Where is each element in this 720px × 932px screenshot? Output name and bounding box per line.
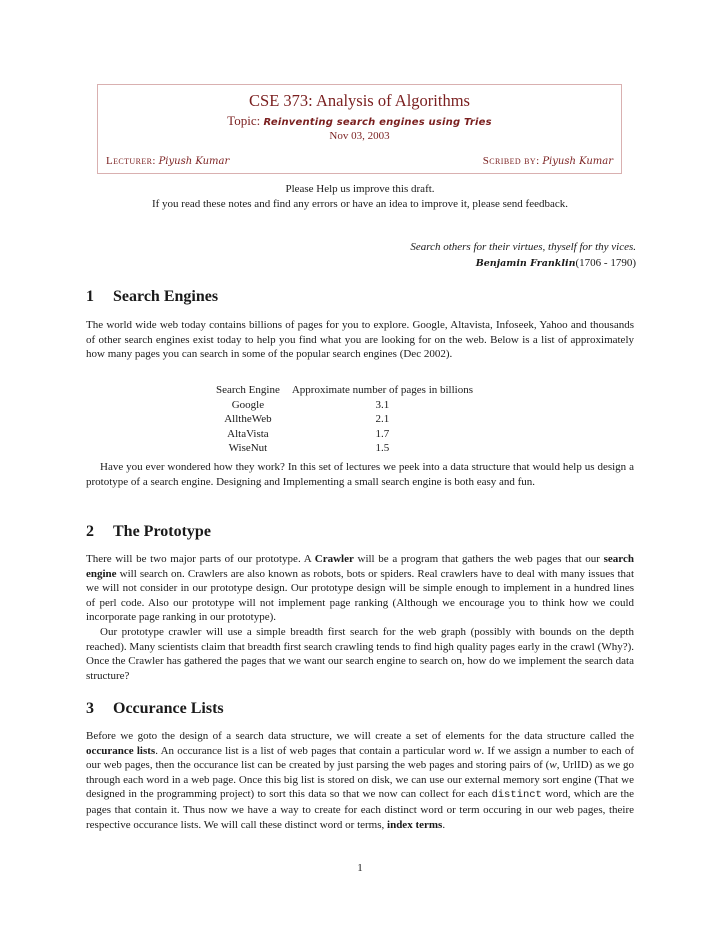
table-header-row: [210, 383, 479, 398]
table-cell: WiseNut: [228, 442, 268, 454]
lecture-header-box: [97, 84, 622, 174]
topic-label: Topic:: [227, 113, 261, 128]
lecturer-label: Lecturer:: [106, 155, 156, 167]
text-run: , UrlID) as we go through each word in a web page. Once this big list is stored on disk, we can use our external memory sort engine (That we designed in the programming project) to sort this data so that we now can collect for each: [86, 759, 634, 801]
term-crawler: Crawler: [314, 553, 354, 565]
notice-line-2: If you read these notes and find any errors or have an idea to improve it, please send feedback.: [151, 198, 568, 210]
search-engine-table: [210, 383, 479, 456]
topic-text: Reinventing search engines using Tries: [263, 117, 492, 128]
term-index-terms: index terms: [387, 818, 443, 831]
text-run: . An occurance list is a list of web pages that contain a particular word: [155, 744, 475, 757]
code-distinct: distinct: [491, 789, 542, 802]
lecturer-line: [106, 155, 229, 167]
section-title: Search Engines: [113, 288, 219, 305]
table-row: [210, 441, 479, 456]
text-run: will search on. Crawlers are also known as robots, bots or spiders. Real crawlers have to deal with many issues that we will not consider in our prototype design. Our prototype design will be simple enough to implement in a hundred lines of perl code. Also our prototype will not implement page ranking (Although we encourage you to think how we could incorporate page ranking in our prototype).: [86, 567, 634, 624]
term-occurance-lists: occurance lists: [86, 744, 156, 757]
section-title: Occurance Lists: [113, 700, 224, 717]
text-run: There will be two major parts of our prototype. A: [86, 553, 315, 565]
section-heading-search-engines: [86, 288, 218, 306]
text-run: Before we goto the design of a search data structure, we will create a set of elements for the data structure called the: [86, 730, 634, 742]
section-number: 3: [86, 700, 94, 717]
lecture-date: Nov 03, 2003: [329, 130, 390, 142]
topic-line: [98, 113, 621, 129]
table-cell: 2.1: [375, 413, 390, 425]
text-run: .: [442, 818, 446, 831]
table-cell: 1.5: [375, 442, 390, 454]
paragraph: [86, 729, 634, 832]
paragraph: Our prototype crawler will use a simple breadth first search for the web graph (possibly with bounds on the depth reached). Many scientists claim that breadth first search crawling tends to find high quality pages early in the crawl (Why?). Once the Crawler has gathered the pages that we want our search engine to search on, how do we implement the search data structure?: [86, 626, 634, 682]
section-heading-occurance-lists: [86, 700, 224, 718]
epigraph: [410, 239, 636, 272]
text-run: . If we assign a number to each of our web pages, then the occurance list can be created by just parsing the web pages and storing pairs of (: [86, 744, 634, 772]
table-cell: AlltheWeb: [224, 413, 272, 425]
table-row: [210, 398, 479, 413]
section-number: 1: [86, 288, 94, 305]
table-row: [210, 427, 479, 442]
table-cell: Google: [231, 398, 265, 411]
course-title: CSE 373: Analysis of Algorithms: [249, 91, 470, 110]
paragraph: [86, 552, 634, 625]
quote-author: Benjamin Franklin: [475, 258, 576, 269]
quote-years: (1706 - 1790): [575, 257, 636, 269]
quote-attribution: [410, 255, 636, 272]
table-row: [210, 412, 479, 427]
page-number: 1: [357, 862, 363, 874]
table-cell: AltaVista: [227, 427, 269, 440]
paragraph: Have you ever wondered how they work? In this set of lectures we peek into a data structure that would help us design a prototype of a search engine. Designing and Implementing a small search engine is both easy and fun.: [86, 461, 634, 488]
scribe-line: [483, 155, 613, 167]
scribed-label: Scribed by:: [482, 155, 540, 167]
table-cell: 3.1: [375, 398, 390, 411]
table-header: Approximate number of pages in billions: [291, 384, 474, 396]
term-search-engine: search engine: [86, 553, 634, 580]
scribe-name: Piyush Kumar: [542, 156, 613, 167]
table-cell: 1.7: [375, 427, 390, 440]
math-w: w: [474, 744, 482, 757]
quote-text: Search others for their virtues, thyself for thy vices.: [410, 241, 636, 253]
text-run: word, which are the pages that contain it. Thus now we have a way to create for each distinct word or term occuring in our web pages, theire respective occurance lists. We will call these distinct word or terms,: [86, 788, 634, 831]
draft-notice: [60, 182, 660, 212]
lecturer-name: Piyush Kumar: [158, 156, 230, 167]
math-w: w: [549, 759, 557, 772]
notice-line-1: Please Help us improve this draft.: [285, 183, 435, 195]
paragraph: The world wide web today contains billions of pages for you to explore. Google, Altavista, Infoseek, Yahoo and thousands of other search engines exist today to help you find what you are looking for on the web. Below is a list of approximately how many pages you can search in some of the popular search engines (Dec 2002).: [86, 319, 634, 361]
table-header: Search Engine: [216, 384, 280, 396]
section-number: 2: [86, 523, 94, 540]
section-title: The Prototype: [113, 523, 211, 540]
section-heading-prototype: [86, 523, 211, 541]
text-run: will be a program that gathers the web pages that our: [353, 553, 604, 565]
